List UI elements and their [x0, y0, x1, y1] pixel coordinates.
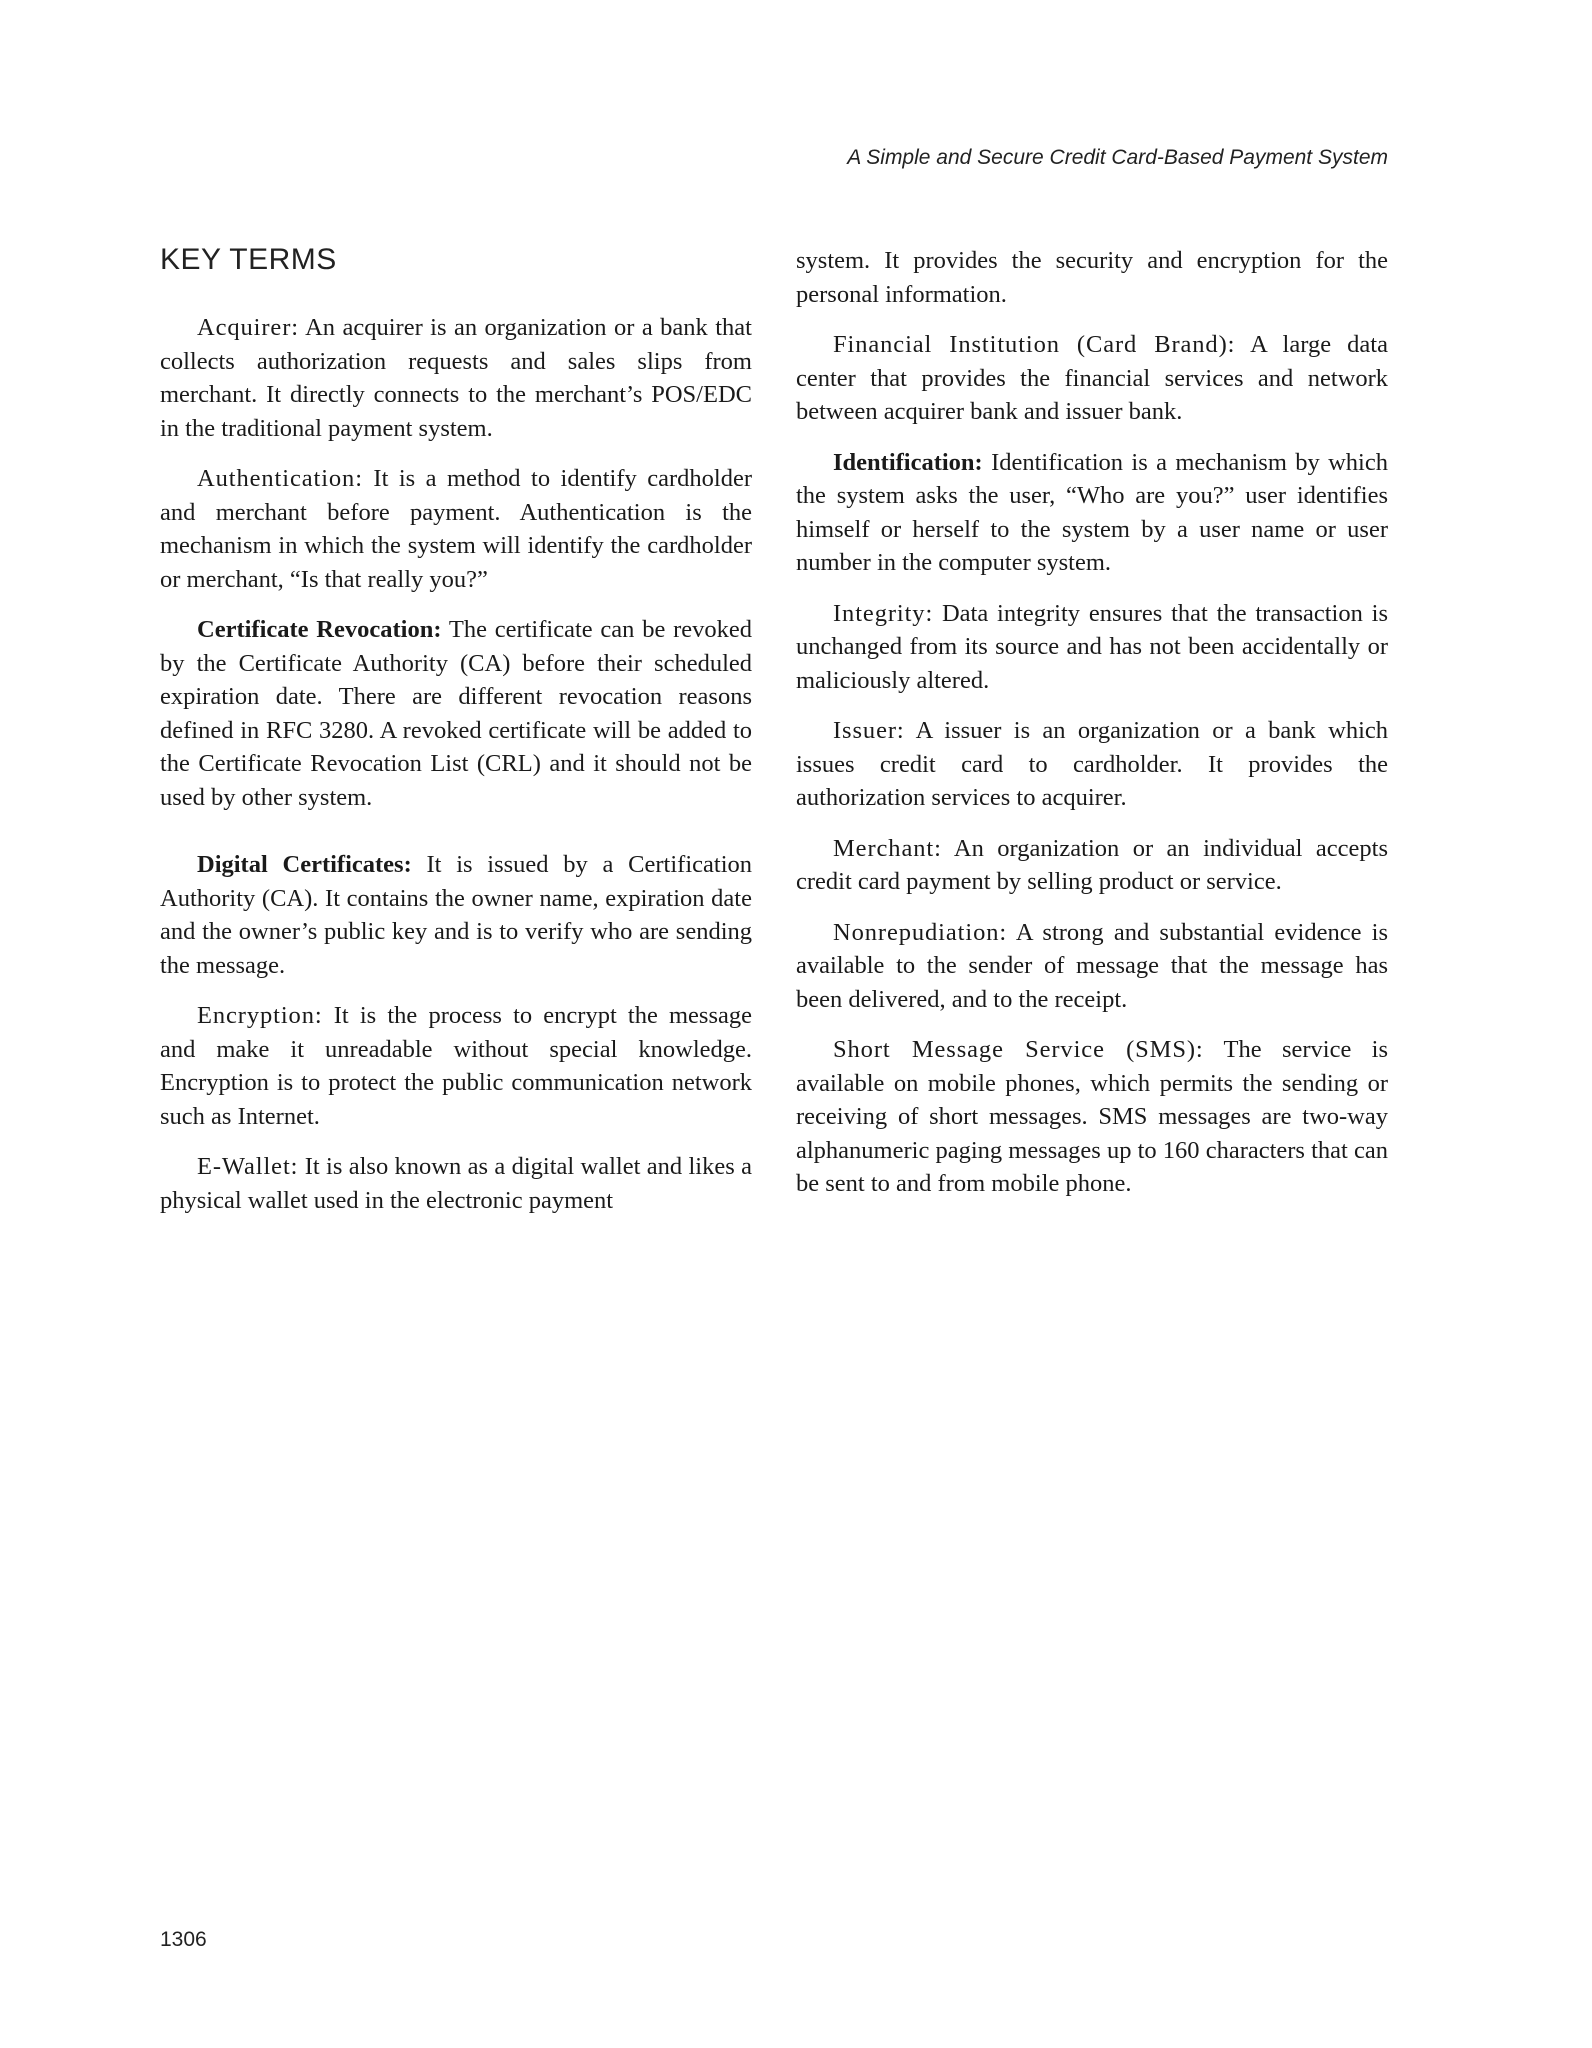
term-label: Acquirer: — [197, 314, 299, 341]
term-label: Encryption: — [197, 1002, 323, 1029]
term-label: Integrity: — [833, 599, 934, 627]
term-label: Merchant: — [833, 834, 942, 862]
term-definition: A issuer is an organization or a bank which issues credit card to cardholder. It provides the authorization services to acquirer. — [796, 717, 1388, 811]
term-definition: An acquirer is an organization or a bank that collects authorization requests and sales slips from merchant. It directly connects to the merchant’s POS/EDC in the traditional payment system. — [160, 314, 752, 442]
term-entry-e-wallet-continued: system. It provides the security and encryption for the personal information. — [796, 247, 1388, 308]
term-definition: A strong and substantial evidence is available to the sender of message that the message has been delivered, and to the receipt. — [796, 918, 1388, 1013]
term-definition: Data integrity ensures that the transaction is unchanged from its source and has not been accidentally or maliciously altered. — [796, 599, 1388, 694]
page-number: 1306 — [160, 1928, 207, 1951]
term-label: Financial Institution (Card Brand): — [833, 331, 1236, 358]
term-label: Nonrepudiation: — [833, 918, 1008, 946]
term-label: E-Wallet: — [197, 1153, 299, 1180]
term-entry-integrity — [796, 597, 1388, 698]
term-definition: A large data center that provides the financial services and network between acquirer bank and issuer bank. — [796, 331, 1388, 425]
term-entry-issuer — [796, 714, 1388, 815]
term-label: Digital Certificates: — [197, 851, 412, 878]
term-definition: It is also known as a digital wallet and likes a physical wallet used in the electronic payment — [160, 1153, 752, 1214]
term-entry-financial-institution — [796, 328, 1388, 429]
term-entry-encryption — [160, 999, 752, 1133]
term-label: Issuer: — [833, 717, 905, 744]
term-definition: The certificate can be revoked by the Certificate Authority (CA) before their scheduled expiration date. There are different revocation reasons defined in RFC 3280. A revoked certificate will be added to the Certificate Revocation List (CRL) and it should not be used by other system. — [160, 616, 753, 811]
term-definition: It is a method to identify cardholder and merchant before payment. Authentication is the mechanism in which the system will identify the cardholder or merchant, “Is that really you?” — [160, 465, 752, 593]
term-entry-digital-certificates — [160, 848, 752, 982]
term-label: Certificate Revocation: — [197, 616, 442, 643]
term-definition: It is the process to encrypt the message and make it unreadable without special knowledge. Encryption is to protect the public communication network such as Internet. — [160, 1002, 752, 1130]
section-heading: KEY TERMS — [160, 243, 337, 276]
term-entry-acquirer — [160, 311, 752, 445]
term-entry-e-wallet — [160, 1150, 752, 1217]
term-definition: An organization or an individual accepts credit card payment by selling product or service. — [796, 834, 1388, 895]
term-entry-sms — [796, 1033, 1388, 1201]
term-definition: Identification is a mechanism by which the system asks the user, “Who are you?” user identifies himself or herself to the system by a user name or user number in the computer system. — [796, 448, 1388, 576]
term-entry-identification — [796, 446, 1388, 580]
running-header: A Simple and Secure Credit Card-Based Payment System — [847, 146, 1388, 169]
term-entry-authentication — [160, 462, 752, 596]
term-entry-nonrepudiation — [796, 916, 1388, 1017]
term-definition: The service is available on mobile phones, which permits the sending or receiving of short messages. SMS messages are two-way alphanumeric paging messages up to 160 characters that can be sent to and from mobile phone. — [796, 1036, 1388, 1197]
right-column — [796, 244, 1388, 1218]
term-entry-merchant — [796, 832, 1388, 899]
term-definition: It is issued by a Certification Authority (CA). It contains the owner name, expiration date and the owner’s public key and is to verify who are sending the message. — [160, 851, 752, 979]
term-label: Short Message Service (SMS): — [833, 1036, 1204, 1063]
left-column — [160, 311, 752, 1234]
term-label: Identification: — [833, 448, 983, 476]
term-label: Authentication: — [197, 465, 363, 492]
term-entry-certificate-revocation — [160, 613, 752, 814]
